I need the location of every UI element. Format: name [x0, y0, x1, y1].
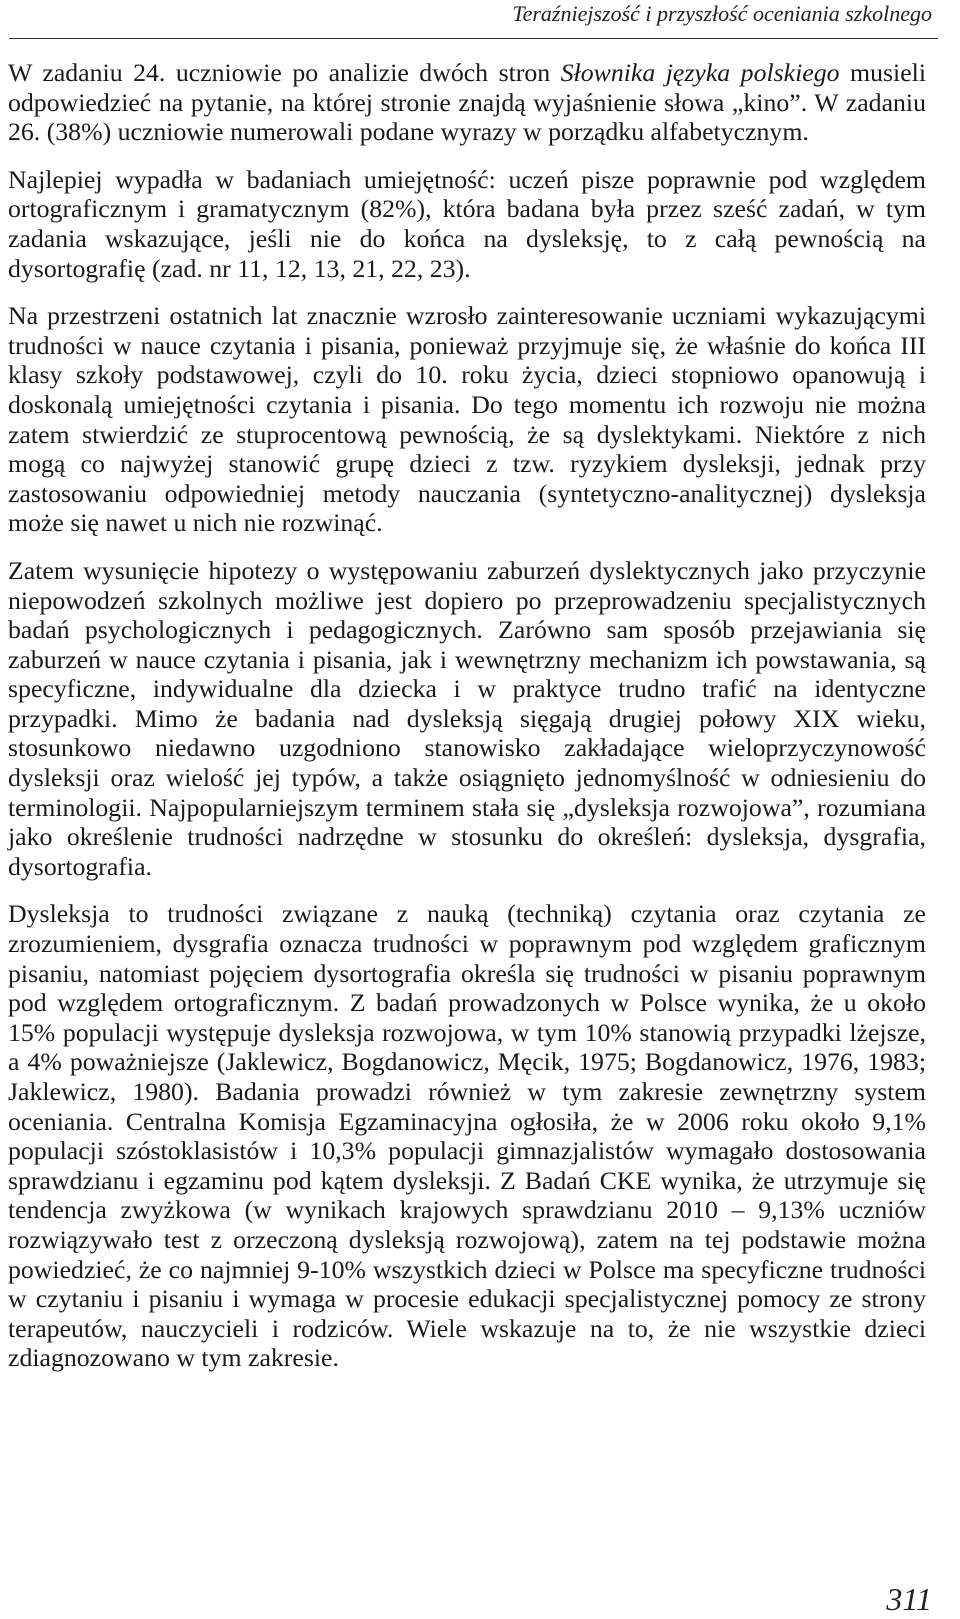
- paragraph-1-text-b: musieli odpowiedzieć na pytanie, na której stronie znajdą wyjaśnienie słowa „kino”. W zadaniu 26. (38%) uczniowie numerowali podane wyrazy w porządku alfabetycznym.: [8, 58, 926, 147]
- paragraph-3: Na przestrzeni ostatnich lat znacznie wzrosło zainteresowanie uczniami wykazującymi trudności w nauce czytania i pisania, ponieważ przyjmuje się, że właśnie do końca III klasy szkoły podstawowej, czyli do 10. roku życia, dzieci stopniowo opanowują i doskonalą umiejętności czytania i pisania. Do tego momentu ich rozwoju nie można zatem stwierdzić ze stuprocentową pewnością, że są dyslektykami. Niektóre z nich mogą co najwyżej stanowić grupę dzieci z tzw. ryzykiem dysleksji, jednak przy zastosowaniu odpowiedniej metody nauczania (syntetyczno-analitycznej) dysleksja może się nawet u nich nie rozwinąć.: [8, 301, 926, 538]
- paragraph-1-text-a: W zadaniu 24. uczniowie po analizie dwóch stron: [8, 58, 561, 87]
- header-divider: [9, 38, 938, 39]
- dictionary-title: Słownika języka polskiego: [560, 58, 840, 87]
- paragraph-2: Najlepiej wypadła w badaniach umiejętność: uczeń pisze poprawnie pod względem ortograficznym i gramatycznym (82%), która badana była przez sześć zadań, w tym zadania wskazujące, jeśli nie do końca na dysleksję, to z całą pewnością na dysortografię (zad. nr 11, 12, 13, 21, 22, 23).: [8, 164, 926, 283]
- paragraph-5: Dysleksja to trudności związane z nauką (techniką) czytania oraz czytania ze zrozumieniem, dysgrafia oznacza trudności w poprawnym pod względem graficznym pisaniu, natomiast pojęciem dysortografia określa się trudności w pisaniu poprawnym pod względem ortograficznym. Z badań prowadzonych w Polsce wynika, że u około 15% populacji występuje dysleksja rozwojowa, w tym 10% stanowią przypadki lżejsze, a 4% poważniejsze (Jaklewicz, Bogdanowicz, Męcik, 1975; Bogdanowicz, 1976, 1983; Jaklewicz, 1980). Badania prowadzi również w tym zakresie zewnętrzny system oceniania. Centralna Komisja Egzaminacyjna ogłosiła, że w 2006 roku około 9,1% populacji szóstoklasistów i 10,3% populacji gimnazjalistów wymagało dostosowania sprawdzianu i egzaminu pod kątem dysleksji. Z Badań CKE wynika, że utrzymuje się tendencja zwyżkowa (w wynikach krajowych sprawdzianu 2010 – 9,13% uczniów rozwiązywało test z orzeczoną dysleksją rozwojową), zatem na tej podstawie można powiedzieć, że co najmniej 9-10% wszystkich dzieci w Polsce ma specyficzne trudności w czytaniu i pisaniu i wymaga w procesie edukacji specjalistycznej pomocy ze strony terapeutów, nauczycieli i rodziców. Wiele wskazuje na to, że nie wszystkie dzieci zdiagnozowano w tym zakresie.: [8, 899, 926, 1373]
- paragraph-4: Zatem wysunięcie hipotezy o występowaniu zaburzeń dyslektycznych jako przyczynie niepowodzeń szkolnych możliwe jest dopiero po przeprowadzeniu specjalistycznych badań psychologicznych i pedagogicznych. Zarówno sam sposób przejawiania się zaburzeń w nauce czytania i pisania, jak i wewnętrzny mechanizm ich powstawania, są specyficzne, indywidualne dla dziecka i w praktyce trudno trafić na identyczne przypadki. Mimo że badania nad dysleksją sięgają drugiej połowy XIX wieku, stosunkowo niedawno uzgodniono stanowisko zakładające wieloprzyczynowość dysleksji oraz wielość jej typów, a także osiągnięto jednomyślność w odniesieniu do terminologii. Najpopularniejszym terminem stała się „dysleksja rozwojowa”, rozumiana jako określenie trudności nadrzędne w stosunku do określeń: dysleksja, dysgrafia, dysortografia.: [8, 555, 926, 881]
- page-number: 311: [886, 1581, 932, 1617]
- running-header: Teraźniejszość i przyszłość oceniania szkolnego: [512, 1, 932, 26]
- body-text: [8, 58, 926, 1373]
- paragraph-1: [8, 58, 926, 147]
